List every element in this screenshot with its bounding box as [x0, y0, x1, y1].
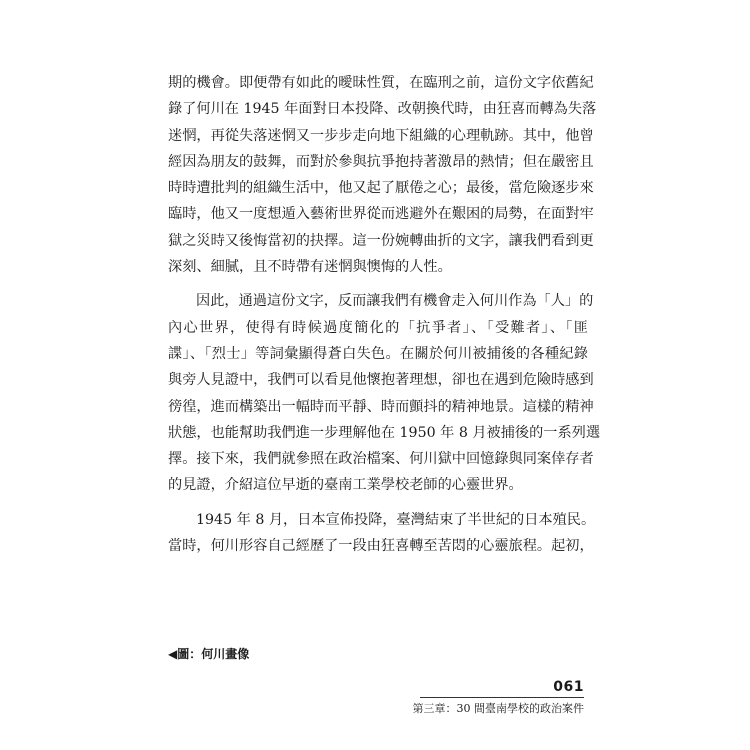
text-line: 深刻、細膩，且不時帶有迷惘與懊悔的人性。 — [168, 259, 452, 276]
text-line: 因此，通過這份文字，反而讓我們有機會走入何川作為「人」的 — [196, 293, 594, 310]
text-line: 當時，何川形容自己經歷了一段由狂喜轉至苦悶的心靈旅程。起初， — [168, 538, 594, 555]
paragraph-2 — [168, 288, 601, 498]
text-line: 時時遭批判的組織生活中，他又起了厭倦之心；最後，當危險逐步來 — [168, 180, 594, 197]
text-line: 期的機會。即便帶有如此的曖昧性質，在臨刑之前，這份文字依舊紀 — [168, 75, 594, 91]
paragraph-3 — [168, 507, 596, 560]
text-line: 迷惘，再從失落迷惘又一步步走向地下組織的心理軌跡。其中，他曾 — [168, 127, 594, 144]
text-line: 內心世界，使得有時候過度簡化的「抗爭者」、「受難者」、「匪 — [168, 319, 588, 336]
text-line: 的見證，介紹這位早逝的臺南工業學校老師的心靈世界。 — [168, 477, 523, 494]
paragraph-1 — [168, 70, 597, 280]
text-line: 狀態，也能幫助我們進一步理解他在 1950 年 8 月被捕後的一系列選 — [168, 424, 601, 441]
text-line: 錄了何川在 1945 年面對日本投降、改朝換代時，由狂喜而轉為失落 — [168, 101, 597, 118]
page-number: 061 — [553, 679, 584, 695]
text-line: 徬徨，進而構築出一幅時而平靜、時而顫抖的精神地景。這樣的精神 — [168, 398, 594, 415]
text-line: 臨時，他又一度想遁入藝術世界從而逃避外在艱困的局勢，在面對牢 — [168, 206, 594, 223]
body-text — [168, 70, 601, 567]
footer-divider — [420, 697, 584, 698]
text-line: 諜」、「烈士」等詞彙顯得蒼白失色。在關於何川被捕後的各種紀錄 — [168, 345, 588, 362]
text-line: 經因為朋友的鼓舞，而對於參與抗爭抱持著激昂的熱情；但在嚴密且 — [168, 153, 594, 170]
text-line: 與旁人見證中，我們可以看見他懷抱著理想，卻也在遇到危險時感到 — [168, 372, 594, 389]
text-line: 1945 年 8 月，日本宣佈投降，臺灣結束了半世紀的日本殖民。 — [196, 511, 596, 528]
text-line: 擇。接下來，我們就參照在政治檔案、何川獄中回憶錄與同案倖存者 — [168, 451, 594, 468]
text-line: 獄之災時又後悔當初的抉擇。這一份婉轉曲折的文字，讓我們看到更 — [168, 232, 594, 249]
chapter-running-footer: 第三章：30 間臺南學校的政治案件 — [412, 702, 584, 715]
figure-caption: ◀圖：何川畫像 — [168, 647, 250, 661]
